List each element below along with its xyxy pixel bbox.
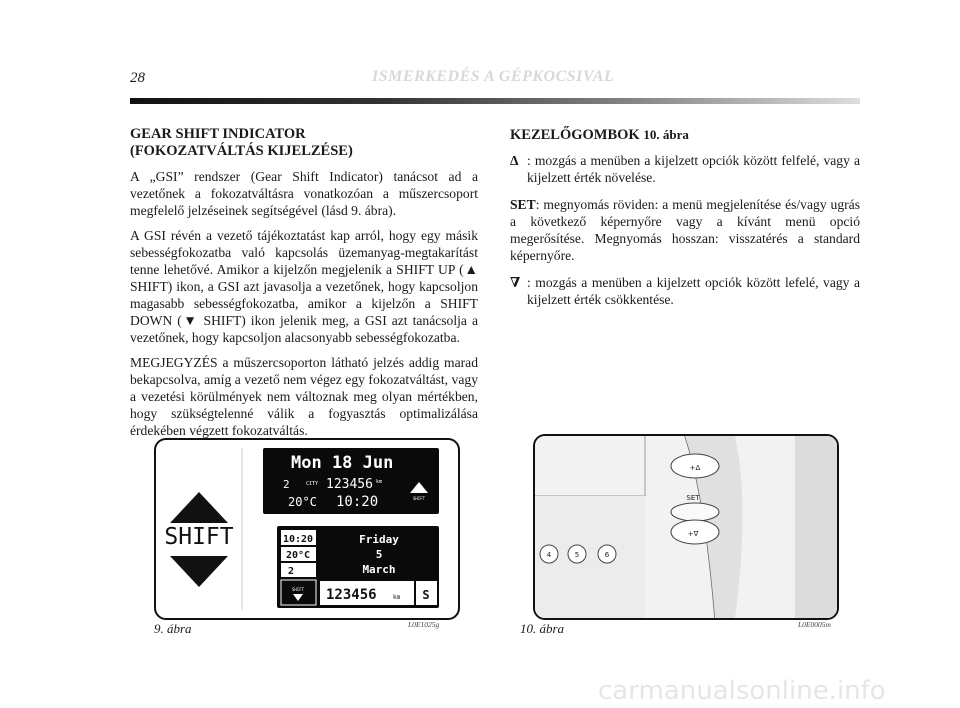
svg-text:20°C: 20°C bbox=[285, 550, 311, 561]
svg-text:2: 2 bbox=[287, 566, 295, 577]
svg-text:10:20: 10:20 bbox=[336, 494, 379, 510]
svg-text:CITY: CITY bbox=[306, 481, 319, 487]
controls-heading: KEZELŐGOMBOK 10. ábra bbox=[510, 127, 689, 143]
figure-9-caption: 9. ábra bbox=[154, 621, 192, 636]
left-column bbox=[130, 126, 478, 447]
svg-text:20°C: 20°C bbox=[288, 495, 317, 509]
set-symbol: SET bbox=[510, 197, 536, 212]
gsi-display-illustration bbox=[156, 440, 458, 618]
page-number: 28 bbox=[130, 70, 145, 86]
down-symbol: ∇ bbox=[510, 275, 521, 290]
gsi-heading: GEAR SHIFT INDICATOR (FOKOZATVÁLTÁS KIJELZÉSE) bbox=[130, 126, 353, 159]
control-down-item: ∇ : mozgás a menüben a kijelzett opciók között lefelé, vagy a kijelzett érték csökkentése. bbox=[510, 275, 860, 307]
figure-9 bbox=[154, 438, 460, 620]
svg-text:4: 4 bbox=[546, 551, 552, 559]
svg-text:SHIFT: SHIFT bbox=[412, 496, 426, 501]
svg-text:SHIFT: SHIFT bbox=[291, 587, 305, 592]
figure-10-caption: 10. ábra bbox=[520, 621, 565, 636]
svg-text:Friday: Friday bbox=[359, 533, 399, 546]
figure-10-code: L0E0005m bbox=[798, 620, 831, 629]
svg-text:March: March bbox=[362, 563, 396, 576]
gsi-note: MEGJEGYZÉS a műszercsoporton látható jelzés addig marad bekapcsolva, amíg a vezető nem végez egy fokozatváltást, vagy a vezetési körülmények nem változnak meg olyan mértékben, hogy szükségtelenné válik a fogyasztás optimalizálása érdekében végzett fokozatváltás. bbox=[130, 355, 478, 438]
right-column bbox=[510, 126, 860, 318]
svg-text:Mon 18 Jun: Mon 18 Jun bbox=[291, 453, 394, 473]
header-rule bbox=[130, 98, 860, 104]
big-up-arrow-icon bbox=[170, 492, 228, 523]
watermark: carmanualsonline.info bbox=[598, 676, 886, 706]
dashboard-buttons-illustration bbox=[535, 436, 837, 618]
svg-text:5: 5 bbox=[375, 548, 383, 561]
svg-text:km: km bbox=[376, 479, 383, 485]
svg-text:2: 2 bbox=[283, 478, 290, 491]
svg-text:+∇: +∇ bbox=[687, 530, 699, 538]
running-header-title: ISMERKEDÉS A GÉPKOCSIVAL bbox=[372, 68, 615, 85]
set-label: SET bbox=[686, 494, 700, 502]
svg-text:+Δ: +Δ bbox=[689, 464, 701, 472]
svg-text:S: S bbox=[422, 588, 430, 602]
gsi-paragraph-1: A „GSI” rendszer (Gear Shift Indicator) tanácsot ad a vezetőnek a fokozatváltásra vonatkozóan a műszercsoport megfelelő jelzéseinek segítségével (lásd 9. ábra). bbox=[130, 169, 478, 218]
svg-text:10:20: 10:20 bbox=[282, 534, 314, 545]
figure-9-code: L0E1025g bbox=[408, 620, 440, 629]
svg-text:6: 6 bbox=[604, 551, 610, 559]
control-set-item: SET: megnyomás röviden: a menü megjelenítése és/vagy ugrás a következő képernyőre vagy a kívánt menü opció megerősítése. Megnyomás hosszan: visszatérés a standard képernyőre. bbox=[510, 197, 860, 263]
big-down-arrow-icon bbox=[170, 556, 228, 587]
big-shift-label: SHIFT bbox=[164, 524, 234, 550]
set-button bbox=[671, 503, 719, 521]
control-up-item: Δ : mozgás a menüben a kijelzett opciók között felfelé, vagy a kijelzett érték növelése. bbox=[510, 153, 860, 185]
gsi-paragraph-2: A GSI révén a vezető tájékoztatást kap arról, hogy egy másik sebességfokozatba való kapcsolás üzemanyag-megtakarítást tenne lehetővé. Amikor a kijelzőn megjelenik a SHIFT UP (▲ SHIFT) ikon, a GSI azt javasolja a vezetőnek, hogy kapcsoljon magasabb sebességfokozatba, amikor a kijelzőn a SHIFT DOWN (▼ SHIFT) ikon jelenik meg, a GSI azt tanácsolja a vezetőnek, hogy kapcsoljon alacsonyabb sebességfokozatba. bbox=[130, 228, 478, 345]
svg-text:km: km bbox=[393, 594, 401, 601]
shift-up-icon: ▲ bbox=[463, 262, 478, 277]
svg-text:5: 5 bbox=[574, 551, 580, 559]
shift-down-icon: ▼ bbox=[181, 313, 199, 328]
svg-text:123456: 123456 bbox=[326, 477, 373, 492]
svg-text:123456: 123456 bbox=[326, 587, 377, 603]
figure-10 bbox=[533, 434, 839, 620]
up-symbol: Δ bbox=[510, 153, 519, 168]
